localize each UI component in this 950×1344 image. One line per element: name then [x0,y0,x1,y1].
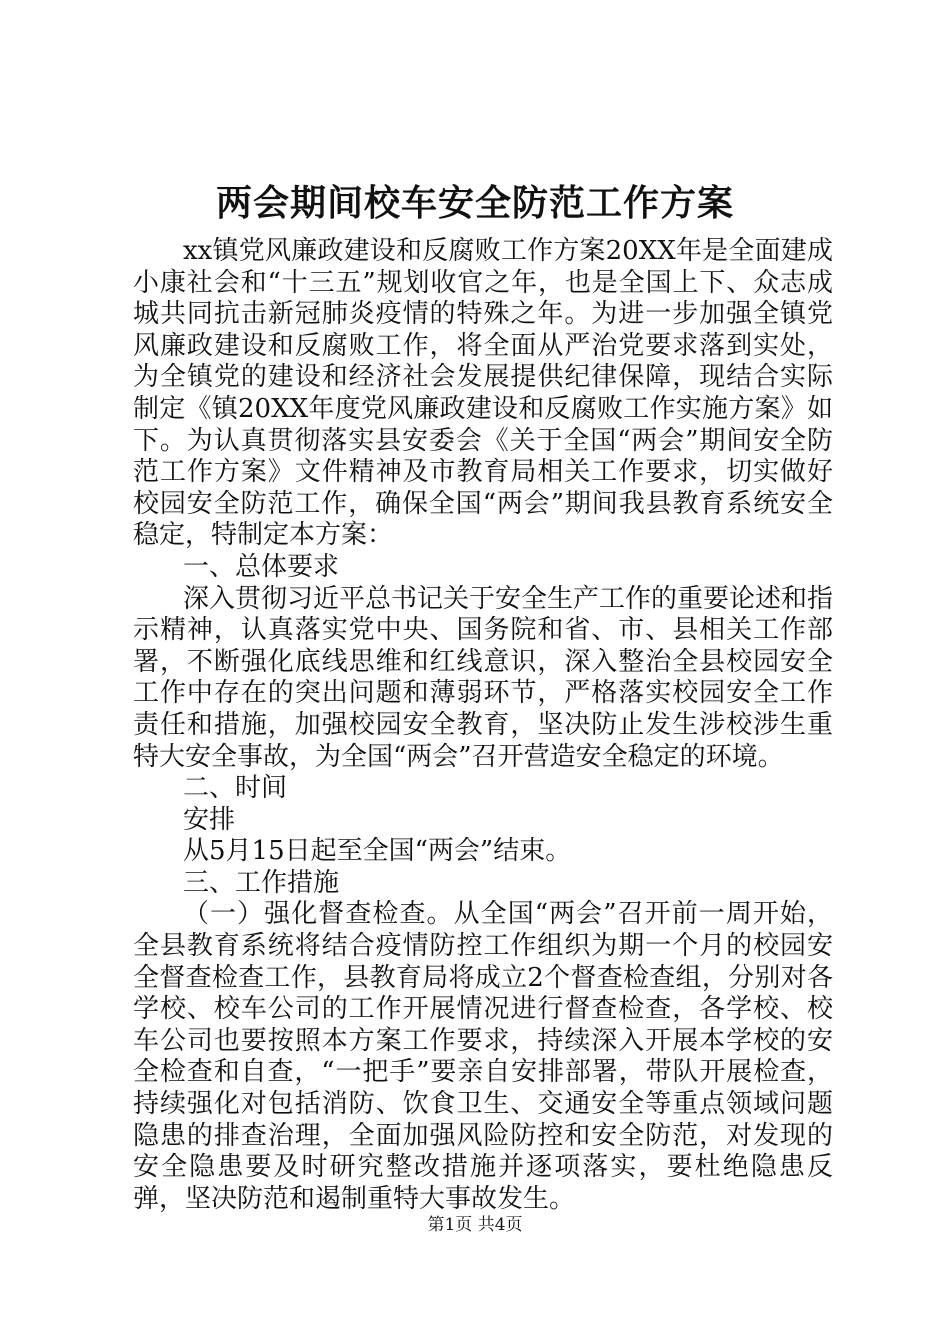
document-body [133,236,833,1215]
paragraph-intro: xx镇党风廉政建设和反腐败工作方案20XX年是全面建成小康社会和“十三五”规划收官之年，也是全国上下、众志成城共同抗击新冠肺炎疫情的特殊之年。为进一步加强全镇党风廉政建设和反腐败工作，将全面从严治党要求落到实处，为全镇党的建设和经济社会发展提供纪律保障，现结合实际制定《镇20XX年度党风廉政建设和反腐败工作实施方案》如下。为认真贯彻落实县安委会《关于全国“两会”期间安全防范工作方案》文件精神及市教育局相关工作要求，切实做好校园安全防范工作，确保全国“两会”期间我县教育系统安全稳定，特制定本方案： [133,236,833,551]
heading-overall-requirements: 一、总体要求 [183,551,340,582]
page-number-footer: 第1页 共4页 [427,1215,523,1235]
paragraph-time: 从5月15日起至全国“两会”结束。 [183,836,572,867]
heading-time: 二、时间 [183,773,288,804]
paragraph-overall-requirements: 深入贯彻习近平总书记关于安全生产工作的重要论述和指示精神，认真落实党中央、国务院和省、市、县相关工作部署，不断强化底线思维和红线意识，深入整治全县校园安全工作中存在的突出问题和薄弱环节，严格落实校园安全工作责任和措施，加强校园安全教育，坚决防止发生涉校涉生重特大安全事故，为全国“两会”召开营造安全稳定的环境。 [133,583,834,772]
document-title: 两会期间校车安全防范工作方案 [215,183,734,224]
heading-work-measures: 三、工作措施 [183,867,340,898]
heading-time-arrangement: 安排 [183,804,236,835]
paragraph-work-measures: （一）强化督查检查。从全国“两会”召开前一周开始，全县教育系统将结合疫情防控工作组织为期一个月的校园安全督查检查工作，县教育局将成立2个督查检查组，分别对各学校、校车公司的工作开展情况进行督查检查，各学校、校车公司也要按照本方案工作要求，持续深入开展本学校的安全检查和自查，“一把手”要亲自安排部署，带队开展检查，持续强化对包括消防、饮食卫生、交通安全等重点领域问题隐患的排查治理，全面加强风险防控和安全防范，对发现的安全隐患要及时研究整改措施并逐项落实，要杜绝隐患反弹，坚决防范和遏制重特大事故发生。 [133,899,833,1214]
